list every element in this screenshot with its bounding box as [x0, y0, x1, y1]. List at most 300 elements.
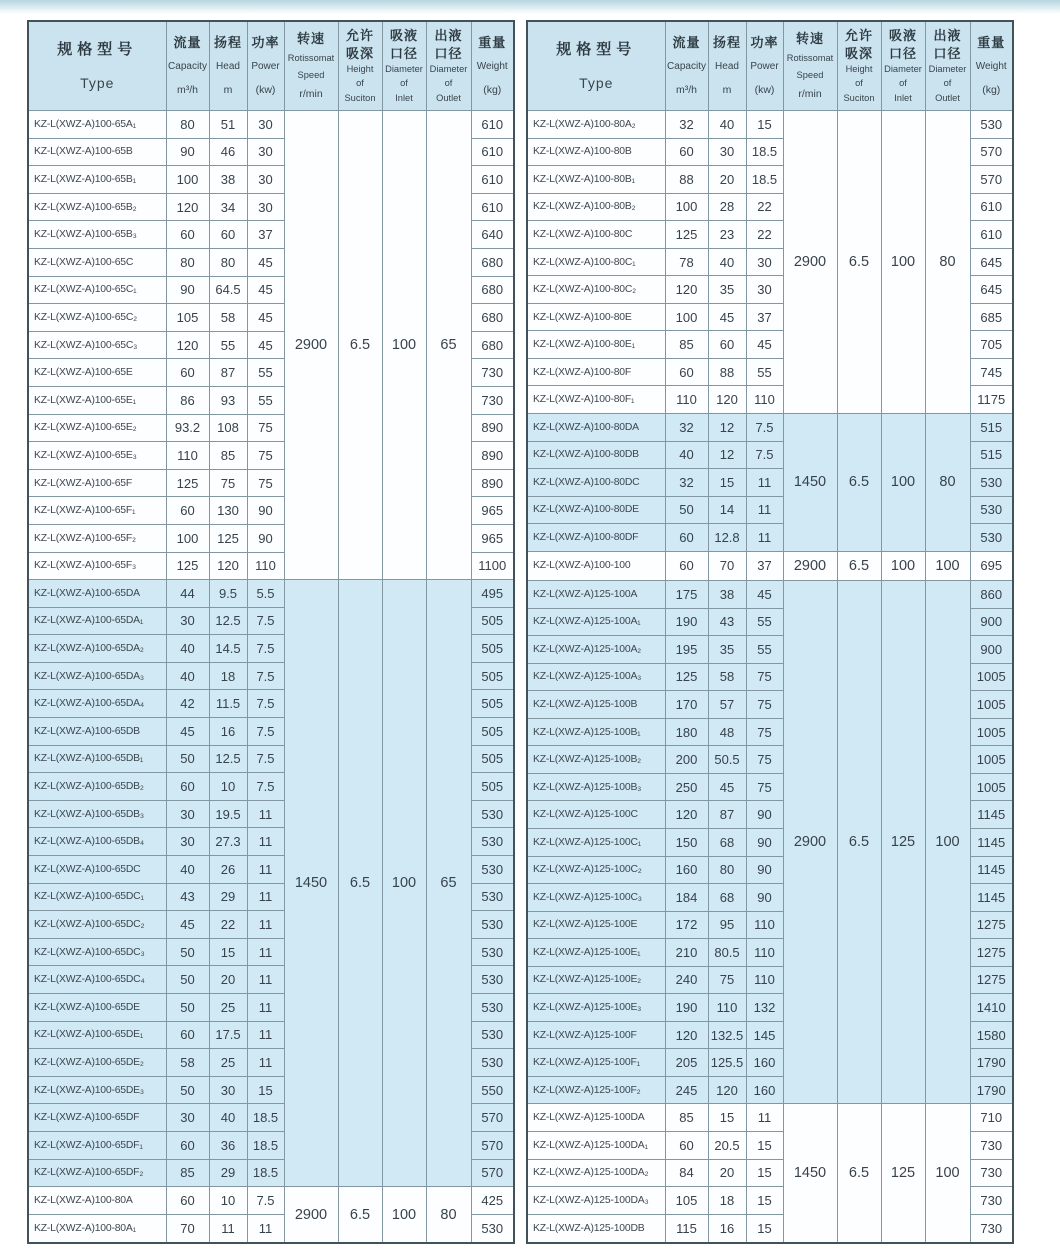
cell-head: 12.5 [209, 607, 247, 635]
cell-suction: 6.5 [338, 1187, 382, 1243]
cell-type: KZ-L(XWZ-A)100-80E [527, 303, 665, 331]
cell-type: KZ-L(XWZ-A)125-100DB [527, 1214, 665, 1243]
cell-weight: 530 [471, 911, 514, 939]
header-cell-speed [783, 21, 837, 111]
cell-weight: 730 [471, 386, 514, 414]
cell-head: 14 [708, 496, 746, 524]
cell-capacity: 50 [166, 994, 209, 1022]
cell-type: KZ-L(XWZ-A)100-80C₁ [527, 248, 665, 276]
cell-capacity: 40 [166, 856, 209, 884]
cell-weight: 1005 [970, 718, 1013, 746]
cell-weight: 900 [970, 636, 1013, 664]
cell-type: KZ-L(XWZ-A)125-100B₃ [527, 773, 665, 801]
cell-capacity: 40 [166, 635, 209, 663]
cell-power: 11 [746, 1104, 783, 1132]
cell-capacity: 60 [166, 1131, 209, 1159]
header-cell-speed [284, 21, 338, 111]
cell-weight: 965 [471, 524, 514, 552]
header-en: Diameter [429, 64, 468, 75]
cell-head: 12.8 [708, 524, 746, 552]
cell-speed: 2900 [783, 581, 837, 1104]
cell-weight: 730 [970, 1159, 1013, 1187]
cell-power: 18.5 [746, 138, 783, 166]
cell-capacity: 50 [166, 745, 209, 773]
cell-weight: 1580 [970, 1021, 1013, 1049]
header-unit: m [722, 83, 732, 96]
header-unit: m³/h [177, 83, 198, 96]
cell-outlet: 80 [426, 1187, 471, 1243]
cell-head: 95 [708, 911, 746, 939]
cell-type: KZ-L(XWZ-A)100-80B [527, 138, 665, 166]
cell-power: 110 [746, 939, 783, 967]
cell-power: 11 [247, 966, 284, 994]
cell-capacity: 78 [665, 248, 708, 276]
cell-power: 30 [247, 193, 284, 221]
spec-row [527, 581, 1013, 609]
cell-head: 57 [708, 691, 746, 719]
cell-head: 108 [209, 414, 247, 442]
cell-head: 25 [209, 994, 247, 1022]
header-cell-head [708, 21, 746, 111]
cell-type: KZ-L(XWZ-A)100-65DB₃ [28, 800, 166, 828]
cell-type: KZ-L(XWZ-A)100-65DC [28, 856, 166, 884]
cell-capacity: 50 [166, 938, 209, 966]
header-zh: 出液 [434, 27, 463, 43]
header-en: of [943, 78, 952, 89]
cell-weight: 530 [471, 1214, 514, 1243]
cell-weight: 1005 [970, 746, 1013, 774]
cell-power: 37 [746, 551, 783, 580]
cell-weight: 570 [970, 138, 1013, 166]
cell-type: KZ-L(XWZ-A)100-65E₂ [28, 414, 166, 442]
cell-type: KZ-L(XWZ-A)125-100F₁ [527, 1049, 665, 1077]
cell-type: KZ-L(XWZ-A)100-65B₁ [28, 166, 166, 194]
cell-type: KZ-L(XWZ-A)100-65C₁ [28, 276, 166, 304]
cell-head: 18 [209, 662, 247, 690]
cell-power: 11 [247, 1049, 284, 1077]
cell-capacity: 195 [665, 636, 708, 664]
cell-capacity: 125 [665, 221, 708, 249]
cell-weight: 1175 [970, 386, 1013, 414]
cell-speed: 2900 [284, 111, 338, 580]
cell-head: 16 [209, 718, 247, 746]
cell-type: KZ-L(XWZ-A)100-65DE₂ [28, 1049, 166, 1077]
cell-weight: 530 [471, 828, 514, 856]
cell-head: 40 [209, 1104, 247, 1132]
cell-weight: 570 [471, 1104, 514, 1132]
cell-head: 130 [209, 497, 247, 525]
cell-power: 30 [247, 111, 284, 139]
cell-outlet: 65 [426, 111, 471, 580]
cell-power: 15 [746, 1131, 783, 1159]
cell-head: 20.5 [708, 1131, 746, 1159]
header-en: Diameter [385, 64, 423, 75]
cell-head: 34 [209, 193, 247, 221]
cell-capacity: 60 [166, 1021, 209, 1049]
cell-type: KZ-L(XWZ-A)125-100E [527, 911, 665, 939]
cell-power: 11 [746, 524, 783, 552]
cell-weight: 610 [471, 166, 514, 194]
cell-type: KZ-L(XWZ-A)100-80DE [527, 496, 665, 524]
cell-power: 11 [247, 828, 284, 856]
cell-power: 45 [247, 276, 284, 304]
header-cell-outlet [426, 21, 471, 111]
cell-capacity: 60 [665, 551, 708, 580]
cell-power: 45 [746, 581, 783, 609]
header-zh: 流量 [173, 35, 202, 51]
cell-capacity: 210 [665, 939, 708, 967]
cell-head: 29 [209, 883, 247, 911]
cell-power: 45 [247, 304, 284, 332]
cell-type: KZ-L(XWZ-A)100-65F₃ [28, 552, 166, 580]
header-zh: 吸液 [389, 27, 418, 43]
cell-head: 25 [209, 1049, 247, 1077]
cell-capacity: 100 [665, 193, 708, 221]
cell-type: KZ-L(XWZ-A)125-100C [527, 801, 665, 829]
cell-head: 88 [708, 358, 746, 386]
cell-type: KZ-L(XWZ-A)100-65DB₁ [28, 745, 166, 773]
cell-power: 7.5 [247, 690, 284, 718]
header-unit: r/min [798, 88, 822, 101]
cell-head: 15 [209, 938, 247, 966]
cell-weight: 495 [471, 580, 514, 608]
cell-inlet: 125 [881, 1104, 925, 1243]
cell-weight: 730 [970, 1214, 1013, 1243]
cell-head: 48 [708, 718, 746, 746]
cell-capacity: 93.2 [166, 414, 209, 442]
cell-weight: 1005 [970, 691, 1013, 719]
cell-type: KZ-L(XWZ-A)100-80DF [527, 524, 665, 552]
cell-capacity: 180 [665, 718, 708, 746]
cell-weight: 745 [970, 358, 1013, 386]
cell-power: 110 [247, 552, 284, 580]
header-cell-suction [338, 21, 382, 111]
cell-type: KZ-L(XWZ-A)100-65C [28, 248, 166, 276]
cell-weight: 505 [471, 607, 514, 635]
cell-power: 90 [247, 524, 284, 552]
cell-head: 9.5 [209, 580, 247, 608]
cell-weight: 530 [471, 800, 514, 828]
cell-power: 75 [247, 442, 284, 470]
header-en: Outlet [935, 92, 960, 103]
header-unit: (kg) [483, 83, 502, 96]
cell-power: 45 [746, 331, 783, 359]
spec-row [28, 111, 514, 139]
cell-head: 120 [708, 1076, 746, 1104]
cell-power: 37 [746, 303, 783, 331]
cell-head: 15 [708, 469, 746, 497]
cell-suction: 6.5 [837, 1104, 881, 1243]
header-en: Speed [796, 70, 824, 81]
cell-speed: 1450 [783, 1104, 837, 1243]
cell-head: 70 [708, 551, 746, 580]
cell-power: 110 [746, 966, 783, 994]
cell-weight: 1005 [970, 773, 1013, 801]
cell-power: 11 [247, 911, 284, 939]
cell-power: 75 [746, 718, 783, 746]
cell-weight: 890 [471, 469, 514, 497]
cell-speed: 1450 [783, 414, 837, 552]
cell-weight: 645 [970, 276, 1013, 304]
cell-outlet: 100 [925, 1104, 970, 1243]
header-zh: 扬程 [213, 35, 242, 51]
cell-type: KZ-L(XWZ-A)125-100A₁ [527, 608, 665, 636]
cell-capacity: 245 [665, 1076, 708, 1104]
cell-power: 7.5 [247, 718, 284, 746]
header-cell-inlet [382, 21, 426, 111]
header-cell-outlet [925, 21, 970, 111]
cell-power: 132 [746, 994, 783, 1022]
cell-type: KZ-L(XWZ-A)100-65DC₂ [28, 911, 166, 939]
cell-power: 11 [247, 1021, 284, 1049]
cell-head: 46 [209, 138, 247, 166]
cell-head: 60 [708, 331, 746, 359]
cell-weight: 1100 [471, 552, 514, 580]
cell-power: 15 [746, 1214, 783, 1243]
header-en: Type [80, 74, 115, 91]
cell-capacity: 110 [665, 386, 708, 414]
cell-power: 75 [746, 663, 783, 691]
header-unit: (kw) [754, 83, 775, 96]
cell-inlet: 100 [382, 580, 426, 1187]
header-zh: 出液 [933, 27, 962, 43]
cell-type: KZ-L(XWZ-A)100-65B [28, 138, 166, 166]
header-cell-power [247, 21, 284, 111]
cell-head: 27.3 [209, 828, 247, 856]
header-cell-type [527, 21, 665, 111]
cell-weight: 530 [471, 1021, 514, 1049]
cell-type: KZ-L(XWZ-A)125-100A [527, 581, 665, 609]
header-cell-weight [970, 21, 1013, 111]
cell-suction: 6.5 [338, 111, 382, 580]
cell-power: 110 [746, 911, 783, 939]
cell-type: KZ-L(XWZ-A)100-65DB [28, 718, 166, 746]
header-zh: 吸深 [345, 45, 374, 61]
header-row [527, 21, 1013, 111]
cell-head: 35 [708, 276, 746, 304]
header-en: Rotissomat [287, 52, 335, 63]
cell-weight: 505 [471, 745, 514, 773]
cell-inlet: 125 [881, 581, 925, 1104]
header-en: of [899, 78, 907, 89]
cell-weight: 550 [471, 1076, 514, 1104]
cell-type: KZ-L(XWZ-A)100-80F [527, 358, 665, 386]
spec-row [527, 111, 1013, 139]
cell-capacity: 120 [665, 1021, 708, 1049]
cell-type: KZ-L(XWZ-A)100-80DA [527, 414, 665, 442]
cell-head: 125.5 [708, 1049, 746, 1077]
cell-inlet: 100 [382, 111, 426, 580]
cell-capacity: 40 [166, 662, 209, 690]
cell-head: 38 [708, 581, 746, 609]
cell-head: 51 [209, 111, 247, 139]
cell-capacity: 42 [166, 690, 209, 718]
cell-head: 50.5 [708, 746, 746, 774]
spec-table-right-mount [526, 20, 1014, 1244]
spec-table-left [27, 20, 515, 1244]
cell-type: KZ-L(XWZ-A)100-65E [28, 359, 166, 387]
cell-type: KZ-L(XWZ-A)100-65DF₁ [28, 1131, 166, 1159]
cell-weight: 705 [970, 331, 1013, 359]
spec-row [28, 580, 514, 608]
cell-weight: 610 [471, 111, 514, 139]
cell-capacity: 70 [166, 1214, 209, 1243]
cell-capacity: 30 [166, 1104, 209, 1132]
cell-capacity: 125 [166, 469, 209, 497]
cell-capacity: 90 [166, 138, 209, 166]
cell-power: 11 [247, 938, 284, 966]
cell-capacity: 45 [166, 911, 209, 939]
cell-head: 93 [209, 386, 247, 414]
cell-weight: 680 [471, 331, 514, 359]
cell-head: 12 [708, 414, 746, 442]
cell-type: KZ-L(XWZ-A)100-65C₃ [28, 331, 166, 359]
cell-weight: 1790 [970, 1076, 1013, 1104]
cell-capacity: 50 [166, 966, 209, 994]
header-zh: 重量 [977, 35, 1006, 51]
cell-power: 75 [746, 773, 783, 801]
cell-head: 40 [708, 111, 746, 139]
cell-head: 10 [209, 1187, 247, 1215]
header-cell-head [209, 21, 247, 111]
spec-table-right [526, 20, 1014, 1244]
header-en: Outlet [436, 92, 461, 103]
cell-type: KZ-L(XWZ-A)125-100C₂ [527, 856, 665, 884]
cell-type: KZ-L(XWZ-A)125-100E₂ [527, 966, 665, 994]
cell-power: 90 [746, 801, 783, 829]
header-en: of [855, 78, 863, 89]
header-cell-inlet [881, 21, 925, 111]
cell-weight: 505 [471, 662, 514, 690]
cell-type: KZ-L(XWZ-A)100-65DC₄ [28, 966, 166, 994]
header-row [28, 21, 514, 111]
cell-capacity: 60 [665, 524, 708, 552]
cell-head: 15 [708, 1104, 746, 1132]
cell-power: 30 [746, 248, 783, 276]
cell-capacity: 50 [166, 1076, 209, 1104]
header-en: Inlet [894, 92, 912, 103]
header-zh: 吸深 [844, 45, 873, 61]
cell-capacity: 120 [166, 331, 209, 359]
cell-power: 7.5 [247, 773, 284, 801]
cell-capacity: 84 [665, 1159, 708, 1187]
cell-head: 132.5 [708, 1021, 746, 1049]
cell-type: KZ-L(XWZ-A)100-65DB₄ [28, 828, 166, 856]
cell-head: 35 [708, 636, 746, 664]
header-zh: 转速 [795, 31, 824, 47]
cell-capacity: 190 [665, 994, 708, 1022]
cell-weight: 505 [471, 635, 514, 663]
cell-type: KZ-L(XWZ-A)100-65DF [28, 1104, 166, 1132]
header-zh: 口径 [434, 45, 463, 61]
cell-type: KZ-L(XWZ-A)125-100B₁ [527, 718, 665, 746]
cell-weight: 570 [970, 166, 1013, 194]
cell-head: 64.5 [209, 276, 247, 304]
cell-capacity: 100 [166, 524, 209, 552]
cell-head: 68 [708, 828, 746, 856]
cell-type: KZ-L(XWZ-A)100-65B₃ [28, 221, 166, 249]
spec-row [527, 551, 1013, 580]
cell-suction: 6.5 [837, 414, 881, 552]
cell-capacity: 44 [166, 580, 209, 608]
cell-head: 11 [209, 1214, 247, 1243]
header-zh: 功率 [251, 35, 280, 51]
cell-head: 75 [708, 966, 746, 994]
cell-type: KZ-L(XWZ-A)100-65DA₃ [28, 662, 166, 690]
cell-outlet: 100 [925, 551, 970, 580]
cell-power: 55 [247, 359, 284, 387]
cell-head: 120 [209, 552, 247, 580]
cell-capacity: 172 [665, 911, 708, 939]
cell-type: KZ-L(XWZ-A)125-100DA [527, 1104, 665, 1132]
cell-head: 87 [708, 801, 746, 829]
cell-power: 7.5 [247, 662, 284, 690]
cell-power: 7.5 [247, 1187, 284, 1215]
cell-capacity: 120 [166, 193, 209, 221]
cell-capacity: 100 [166, 166, 209, 194]
header-en: Capacity [168, 61, 207, 73]
cell-type: KZ-L(XWZ-A)100-65DB₂ [28, 773, 166, 801]
cell-capacity: 125 [166, 552, 209, 580]
cell-head: 80 [708, 856, 746, 884]
cell-capacity: 60 [665, 358, 708, 386]
cell-weight: 730 [471, 359, 514, 387]
header-cell-suction [837, 21, 881, 111]
header-cell-power [746, 21, 783, 111]
cell-capacity: 32 [665, 111, 708, 139]
cell-power: 11 [247, 1214, 284, 1243]
spec-tables-container [27, 20, 1014, 1244]
header-unit: (kw) [255, 83, 276, 96]
cell-weight: 1005 [970, 663, 1013, 691]
cell-power: 11 [247, 883, 284, 911]
cell-weight: 680 [471, 248, 514, 276]
cell-type: KZ-L(XWZ-A)100-80DB [527, 441, 665, 469]
cell-capacity: 80 [166, 111, 209, 139]
cell-suction: 6.5 [837, 111, 881, 414]
cell-capacity: 30 [166, 800, 209, 828]
cell-weight: 530 [970, 111, 1013, 139]
cell-power: 45 [247, 331, 284, 359]
cell-type: KZ-L(XWZ-A)125-100E₁ [527, 939, 665, 967]
cell-power: 15 [746, 1159, 783, 1187]
cell-inlet: 100 [881, 414, 925, 552]
header-cell-capacity [166, 21, 209, 111]
cell-type: KZ-L(XWZ-A)100-65DA₄ [28, 690, 166, 718]
cell-head: 11.5 [209, 690, 247, 718]
cell-head: 85 [209, 442, 247, 470]
header-en: Diameter [884, 64, 922, 75]
cell-weight: 860 [970, 581, 1013, 609]
cell-type: KZ-L(XWZ-A)100-65DA₂ [28, 635, 166, 663]
header-zh: 规格型号 [556, 41, 637, 59]
header-en: Head [715, 61, 739, 73]
cell-weight: 890 [471, 442, 514, 470]
cell-power: 11 [247, 800, 284, 828]
cell-head: 58 [708, 663, 746, 691]
cell-capacity: 60 [166, 359, 209, 387]
spec-row [527, 1104, 1013, 1132]
cell-head: 55 [209, 331, 247, 359]
spec-row [28, 1187, 514, 1215]
cell-head: 18 [708, 1187, 746, 1215]
cell-weight: 1275 [970, 939, 1013, 967]
cell-head: 16 [708, 1214, 746, 1243]
cell-head: 80.5 [708, 939, 746, 967]
cell-weight: 530 [471, 883, 514, 911]
cell-type: KZ-L(XWZ-A)100-65F [28, 469, 166, 497]
cell-type: KZ-L(XWZ-A)125-100E₃ [527, 994, 665, 1022]
